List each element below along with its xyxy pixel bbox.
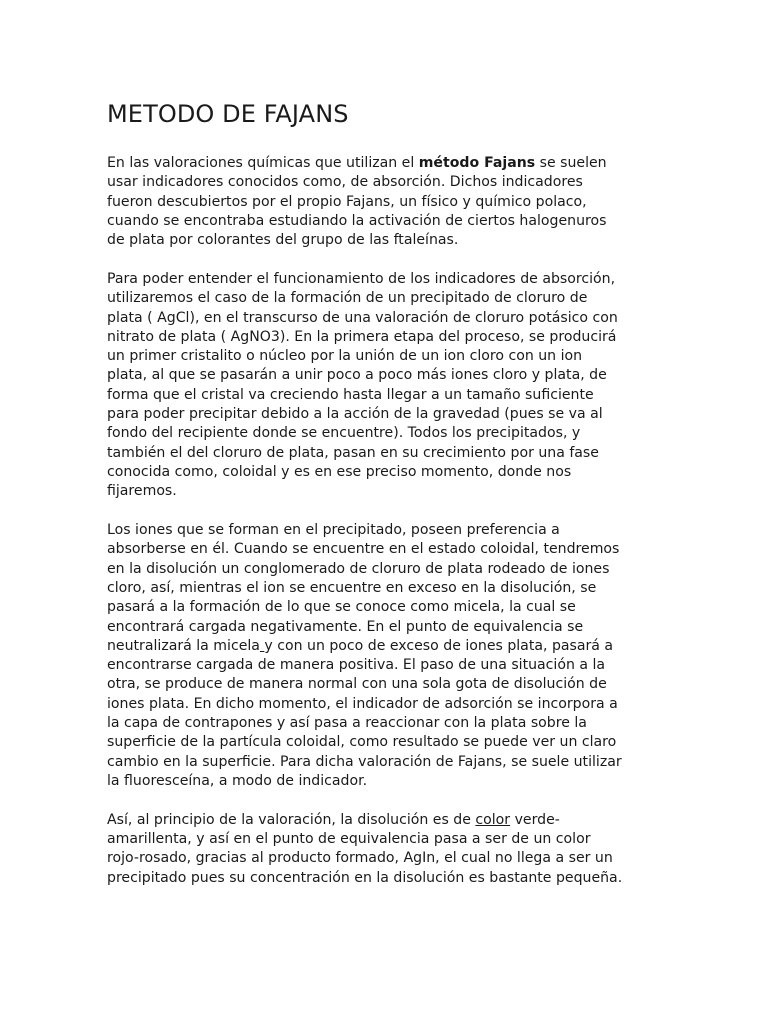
paragraph-color-text-end: verde- amarillenta, y así en el punto de equivalencia pasa a ser de un color rojo-rosado, gracias al producto formado, AgIn, el cual no llega a ser un precipitado pues su concentración en la disolución es bastante pequeña. — [107, 811, 623, 886]
paragraph-color-text-start: Así, al principio de la valoración, la disolución es de — [107, 811, 476, 828]
document-page — [107, 96, 667, 907]
paragraph-intro-text-start: En las valoraciones químicas que utilizan el — [107, 155, 419, 171]
paragraph-colloid-text-start: Los iones que se forman en el precipitado, poseen preferencia a absorberse en él. Cuando se encuentre en el estado coloidal, tendremos en la disolución un conglomerado de cloruro de plata rodeado de iones cloro, así, mientras el ion se encuentre en exceso en la disolución, se pasará a la formación de lo que se conoce como micela, la cual se encontrará cargada negativamente. En el punto de equivalencia se neutralizará la micela — [107, 522, 620, 654]
paragraph-intro — [107, 154, 667, 250]
paragraph-colloid-text-end: y con un poco de exceso de iones plata, pasará a encontrarse cargada de manera positiva. El paso de una situación a la otra, se produce de manera normal con una sola gota de disolución de iones plata. En dicho momento, el indicador de adsorción se incorpora a la capa de contrapones y así pasa a reaccionar con la plata sobre la superficie de la partícula coloidal, como resultado se puede ver un claro cambio en la superficie. Para dicha valoración de Fajans, se suele utilizar la fluoresceína, a modo de indicador. — [107, 637, 622, 789]
paragraph-colloid — [107, 521, 667, 791]
document-title: METODO DE FAJANS — [107, 100, 349, 128]
paragraph-intro-text-end: se suelen usar indicadores conocidos como, de absorción. Dichos indicadores fueron descubiertos por el propio Fajans, un físico y químico polaco, cuando se encontraba estudiando la activación de ciertos halogenuros de plata por colorantes del grupo de las ftaleínas. — [107, 155, 607, 249]
paragraph-color-change — [107, 811, 667, 888]
method-name-bold: método Fajans — [418, 155, 536, 171]
color-link[interactable]: color — [475, 811, 511, 828]
paragraph-mechanism: Para poder entender el funcionamiento de los indicadores de absorción, utilizaremos el caso de la formación de un precipitado de cloruro de plata ( AgCl), en el transcurso de una valoración de cloruro potásico con nitrato de plata ( AgNO3). En la primera etapa del proceso, se producirá un primer cristalito o núcleo por la unión de un ion cloro con un ion plata, al que se pasarán a unir poco a poco más iones cloro y plata, de forma que el cristal va creciendo hasta llegar a un tamaño suficiente para poder precipitar debido a la acción de la gravedad (pues se va al fondo del recipiente donde se encuentre). Todos los precipitados, y también el del cloruro de plata, pasan en su crecimiento por una fase conocida como, coloidal y es en ese preciso momento, donde nos fijaremos. — [107, 270, 618, 500]
